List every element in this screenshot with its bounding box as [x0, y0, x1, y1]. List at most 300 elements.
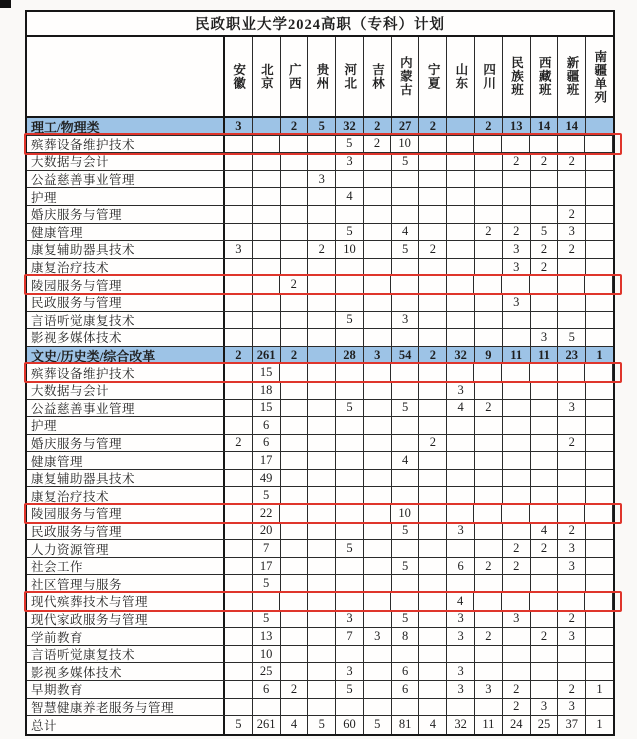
value-cell: 25 [531, 716, 559, 734]
row-label: 公益慈善事业管理 [27, 171, 225, 188]
value-cell [586, 628, 613, 645]
value-cell [281, 540, 309, 557]
value-cell: 7 [336, 628, 364, 645]
row-label: 民政服务与管理 [27, 523, 225, 540]
value-cell: 2 [419, 347, 447, 364]
value-cell: 3 [503, 294, 531, 311]
value-cell [530, 276, 558, 293]
value-cell [308, 435, 336, 452]
row-label: 总计 [27, 716, 225, 734]
value-cell [391, 276, 419, 293]
value-cell [475, 329, 503, 346]
value-cell [419, 523, 447, 540]
value-cell: 5 [253, 487, 281, 504]
value-cell: 15 [253, 400, 281, 417]
value-cell: 2 [475, 628, 503, 645]
row-label: 康复治疗技术 [27, 259, 225, 276]
value-cell [419, 628, 447, 645]
value-cell [392, 294, 420, 311]
table-row [27, 259, 613, 277]
value-cell [447, 206, 475, 223]
value-cell [392, 417, 420, 434]
value-cell [531, 417, 559, 434]
value-cell [336, 505, 364, 522]
value-cell [336, 206, 364, 223]
value-cell [281, 329, 309, 346]
value-cell [530, 364, 558, 381]
value-cell: 3 [447, 681, 475, 698]
value-cell [447, 646, 475, 663]
value-cell: 2 [364, 136, 392, 153]
value-cell [281, 259, 309, 276]
value-cell [392, 435, 420, 452]
row-label: 殡葬设备维护技术 [27, 136, 225, 153]
value-cell [308, 699, 336, 716]
value-cell: 17 [253, 558, 281, 575]
value-cell [308, 136, 336, 153]
value-cell [475, 382, 503, 399]
row-label: 健康管理 [27, 452, 225, 469]
row-label: 大数据与会计 [27, 382, 225, 399]
value-cell [281, 470, 309, 487]
value-cell [364, 681, 392, 698]
value-cell [419, 294, 447, 311]
value-cell [308, 364, 336, 381]
table-row [27, 663, 613, 681]
value-cell [558, 452, 586, 469]
value-cell [475, 523, 503, 540]
value-cell [281, 417, 309, 434]
value-cell: 8 [392, 628, 420, 645]
value-cell: 81 [392, 716, 420, 734]
value-cell [336, 259, 364, 276]
value-cell [225, 523, 253, 540]
column-header: 吉林 [364, 37, 392, 116]
value-cell [502, 593, 530, 610]
value-cell: 3 [225, 118, 253, 135]
value-cell: 60 [336, 716, 364, 734]
value-cell [447, 118, 475, 135]
value-cell [531, 646, 559, 663]
value-cell [475, 470, 503, 487]
value-cell [336, 558, 364, 575]
value-cell [419, 382, 447, 399]
value-cell [281, 663, 309, 680]
value-cell [586, 382, 613, 399]
value-cell [364, 505, 392, 522]
row-label: 护理 [27, 417, 225, 434]
value-cell: 5 [531, 224, 559, 241]
table-row [27, 593, 613, 611]
value-cell [503, 663, 531, 680]
value-cell: 37 [558, 716, 586, 734]
value-cell [364, 611, 392, 628]
value-cell: 3 [447, 628, 475, 645]
column-header: 新疆班 [558, 37, 586, 116]
row-label: 智慧健康养老服务与管理 [27, 699, 225, 716]
value-cell [281, 558, 309, 575]
value-cell [308, 611, 336, 628]
value-cell [280, 364, 308, 381]
value-cell [225, 364, 253, 381]
table-row [27, 312, 613, 330]
value-cell [419, 364, 447, 381]
table-row [27, 575, 613, 593]
row-label: 护理 [27, 188, 225, 205]
value-cell [447, 452, 475, 469]
value-cell [586, 452, 613, 469]
value-cell [419, 171, 447, 188]
value-cell: 2 [503, 699, 531, 716]
row-label: 言语听觉康复技术 [27, 646, 225, 663]
row-label: 殡葬设备维护技术 [27, 364, 225, 381]
column-header: 北京 [253, 37, 281, 116]
value-cell [531, 663, 559, 680]
value-cell [281, 628, 309, 645]
value-cell [336, 470, 364, 487]
row-label: 健康管理 [27, 224, 225, 241]
row-label: 社会工作 [27, 558, 225, 575]
value-cell [503, 487, 531, 504]
value-cell: 6 [447, 558, 475, 575]
value-cell [586, 241, 613, 258]
value-cell: 3 [447, 663, 475, 680]
value-cell [475, 312, 503, 329]
value-cell [308, 593, 336, 610]
value-cell [475, 188, 503, 205]
value-cell [225, 593, 253, 610]
value-cell [281, 188, 309, 205]
row-label: 文史/历史类/综合改革 [27, 347, 225, 364]
row-label: 社区管理与服务 [27, 575, 225, 592]
value-cell [336, 276, 364, 293]
column-header: 广西 [281, 37, 309, 116]
value-cell [419, 452, 447, 469]
row-label: 陵园服务与管理 [27, 505, 225, 522]
column-header: 民族班 [503, 37, 531, 116]
value-cell [364, 241, 392, 258]
value-cell [419, 699, 447, 716]
value-cell: 5 [392, 241, 420, 258]
column-header: 西藏班 [531, 37, 559, 116]
value-cell [474, 505, 502, 522]
row-label: 康复辅助器具技术 [27, 241, 225, 258]
value-cell [225, 188, 253, 205]
value-cell [447, 364, 475, 381]
table-row [27, 364, 613, 382]
value-cell: 2 [558, 206, 586, 223]
value-cell [558, 136, 586, 153]
value-cell [281, 487, 309, 504]
value-cell: 3 [503, 611, 531, 628]
value-cell: 2 [531, 540, 559, 557]
table-row [27, 435, 613, 453]
value-cell [392, 382, 420, 399]
value-cell [253, 136, 281, 153]
value-cell: 25 [253, 663, 281, 680]
value-cell [531, 470, 559, 487]
value-cell [225, 382, 253, 399]
value-cell [225, 558, 253, 575]
value-cell [585, 136, 613, 153]
value-cell: 4 [281, 716, 309, 734]
table-row [27, 153, 613, 171]
value-cell [308, 224, 336, 241]
value-cell: 28 [336, 347, 364, 364]
value-cell [503, 628, 531, 645]
value-cell [281, 400, 309, 417]
value-cell [586, 663, 613, 680]
value-cell: 15 [253, 364, 281, 381]
value-cell: 3 [558, 540, 586, 557]
value-cell [475, 153, 503, 170]
value-cell: 2 [475, 118, 503, 135]
value-cell: 18 [253, 382, 281, 399]
value-cell: 3 [531, 699, 559, 716]
value-cell: 7 [253, 540, 281, 557]
value-cell: 3 [364, 628, 392, 645]
value-cell [225, 681, 253, 698]
value-cell [336, 523, 364, 540]
value-cell [558, 259, 586, 276]
value-cell: 3 [531, 329, 559, 346]
value-cell [586, 312, 613, 329]
value-cell: 5 [336, 136, 364, 153]
value-cell [364, 663, 392, 680]
value-cell [558, 364, 586, 381]
value-cell [475, 259, 503, 276]
value-cell [253, 259, 281, 276]
value-cell: 5 [392, 611, 420, 628]
value-cell [308, 417, 336, 434]
value-cell [475, 241, 503, 258]
value-cell: 2 [419, 118, 447, 135]
value-cell [253, 188, 281, 205]
value-cell: 5 [336, 224, 364, 241]
value-cell [308, 628, 336, 645]
value-cell [447, 329, 475, 346]
value-cell [503, 470, 531, 487]
row-label: 公益慈善事业管理 [27, 400, 225, 417]
row-label: 民政服务与管理 [27, 294, 225, 311]
program-name-header-cell [27, 37, 225, 116]
value-cell [531, 487, 559, 504]
value-cell [503, 417, 531, 434]
value-cell [392, 470, 420, 487]
value-cell: 2 [558, 523, 586, 540]
value-cell [364, 382, 392, 399]
column-header: 内蒙古 [392, 37, 420, 116]
value-cell [447, 575, 475, 592]
value-cell: 10 [391, 136, 419, 153]
value-cell [586, 224, 613, 241]
value-cell: 2 [280, 276, 308, 293]
value-cell [281, 523, 309, 540]
value-cell: 10 [391, 505, 419, 522]
value-cell [225, 417, 253, 434]
value-cell: 14 [558, 118, 586, 135]
value-cell [447, 699, 475, 716]
value-cell [281, 611, 309, 628]
value-cell [531, 171, 559, 188]
value-cell [308, 505, 336, 522]
value-cell: 2 [364, 118, 392, 135]
value-cell [558, 171, 586, 188]
value-cell [558, 276, 586, 293]
value-cell [586, 188, 613, 205]
value-cell: 2 [475, 224, 503, 241]
value-cell [364, 593, 392, 610]
value-cell [280, 505, 308, 522]
value-cell [308, 646, 336, 663]
value-cell [225, 276, 253, 293]
value-cell [419, 681, 447, 698]
value-cell: 2 [281, 347, 309, 364]
value-cell [531, 400, 559, 417]
value-cell: 261 [253, 347, 281, 364]
value-cell [281, 699, 309, 716]
total-row [27, 716, 613, 734]
value-cell [364, 487, 392, 504]
value-cell: 5 [336, 681, 364, 698]
value-cell [364, 276, 392, 293]
value-cell: 3 [558, 558, 586, 575]
value-cell: 5 [253, 611, 281, 628]
value-cell [419, 558, 447, 575]
value-cell [253, 153, 281, 170]
value-cell: 2 [531, 628, 559, 645]
value-cell [586, 171, 613, 188]
column-header: 山东 [447, 37, 475, 116]
value-cell [225, 452, 253, 469]
value-cell: 261 [253, 716, 281, 734]
value-cell [585, 505, 613, 522]
value-cell [586, 487, 613, 504]
table-row [27, 417, 613, 435]
value-cell [447, 487, 475, 504]
value-cell [253, 699, 281, 716]
value-cell [308, 153, 336, 170]
value-cell [585, 593, 613, 610]
value-cell: 4 [447, 400, 475, 417]
value-cell: 54 [392, 347, 420, 364]
value-cell [419, 487, 447, 504]
value-cell [253, 171, 281, 188]
value-cell [253, 206, 281, 223]
value-cell [558, 294, 586, 311]
value-cell [586, 435, 613, 452]
value-cell: 3 [225, 241, 253, 258]
value-cell [474, 364, 502, 381]
value-cell [586, 523, 613, 540]
value-cell [364, 312, 392, 329]
value-cell [447, 188, 475, 205]
value-cell [474, 593, 502, 610]
value-cell [308, 575, 336, 592]
value-cell [558, 593, 586, 610]
value-cell [475, 452, 503, 469]
value-cell [308, 681, 336, 698]
value-cell: 3 [447, 382, 475, 399]
value-cell [364, 224, 392, 241]
value-cell: 2 [503, 540, 531, 557]
value-cell [530, 505, 558, 522]
value-cell [474, 276, 502, 293]
value-cell: 27 [392, 118, 420, 135]
value-cell [336, 417, 364, 434]
value-cell [419, 593, 447, 610]
value-cell [503, 206, 531, 223]
value-cell [225, 575, 253, 592]
value-cell [586, 329, 613, 346]
value-cell [281, 153, 309, 170]
value-cell [503, 382, 531, 399]
table-row [27, 681, 613, 699]
value-cell [558, 382, 586, 399]
value-cell: 2 [531, 153, 559, 170]
value-cell: 24 [503, 716, 531, 734]
value-cell [558, 505, 586, 522]
value-cell [336, 171, 364, 188]
value-cell [280, 136, 308, 153]
value-cell [475, 487, 503, 504]
value-cell: 13 [503, 118, 531, 135]
row-label: 理工/物理类 [27, 118, 225, 135]
value-cell [585, 276, 613, 293]
value-cell: 2 [503, 153, 531, 170]
value-cell [336, 435, 364, 452]
value-cell: 2 [419, 241, 447, 258]
value-cell [225, 136, 253, 153]
table-row [27, 294, 613, 312]
value-cell [308, 312, 336, 329]
value-cell [586, 699, 613, 716]
value-cell [531, 206, 559, 223]
value-cell [364, 646, 392, 663]
value-cell: 11 [503, 347, 531, 364]
value-cell [502, 364, 530, 381]
value-cell: 4 [531, 523, 559, 540]
value-cell [364, 470, 392, 487]
value-cell [225, 699, 253, 716]
value-cell [392, 171, 420, 188]
value-cell: 3 [447, 611, 475, 628]
row-label: 婚庆服务与管理 [27, 206, 225, 223]
value-cell [586, 646, 613, 663]
value-cell [447, 540, 475, 557]
value-cell: 4 [336, 188, 364, 205]
value-cell [558, 470, 586, 487]
value-cell: 5 [308, 118, 336, 135]
value-cell [336, 575, 364, 592]
row-label: 康复治疗技术 [27, 487, 225, 504]
value-cell [475, 575, 503, 592]
value-cell [475, 171, 503, 188]
value-cell [585, 364, 613, 381]
row-label: 影视多媒体技术 [27, 329, 225, 346]
value-cell [336, 646, 364, 663]
value-cell [392, 540, 420, 557]
value-cell [558, 417, 586, 434]
value-cell [225, 259, 253, 276]
section-row [27, 118, 613, 136]
value-cell [586, 540, 613, 557]
value-cell [225, 400, 253, 417]
value-cell: 6 [253, 435, 281, 452]
row-label: 早期教育 [27, 681, 225, 698]
table-row [27, 329, 613, 347]
value-cell [225, 628, 253, 645]
